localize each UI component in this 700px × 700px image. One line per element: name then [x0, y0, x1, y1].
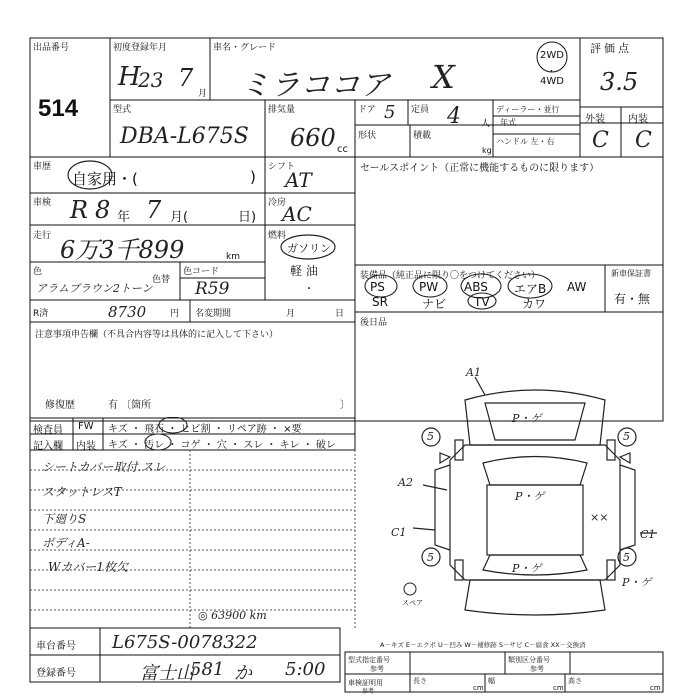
remark-5: Wカバー1枚欠 [48, 560, 128, 574]
plate-number: 581 [190, 659, 225, 680]
capacity-value: 4 [447, 104, 461, 129]
mileage-label: 走行 [33, 231, 52, 241]
odometer-note: ◎ 63900 km [198, 609, 267, 622]
reg-month: 7 [178, 64, 194, 92]
equip-aw: AW [567, 280, 587, 294]
int-scratch: キズ [108, 440, 128, 451]
mark-5-rl: 5 [427, 551, 434, 564]
notes-label: 注意事項申告欄（不具合内容等は具体的に記入して下さい） [35, 330, 279, 340]
load-unit: kg [482, 146, 492, 155]
equip-airbag: エアB [514, 282, 547, 296]
history-close: ) [250, 168, 256, 186]
check-row2: キズ ・ 汚レ ・ コゲ ・ 穴 ・ スレ ・ キレ ・ 破レ [108, 440, 336, 451]
inspection-month: 7 [146, 196, 162, 224]
warranty-value: 有・無 [614, 292, 651, 306]
check-crack: ヒビ割 [180, 424, 211, 435]
mileage-value: 6万3千899 [60, 236, 185, 264]
sales-point-label: セールスポイント（正常に機能するものに限ります） [360, 163, 600, 174]
reg-year: 23 [138, 68, 164, 92]
capacity-label: 定員 [411, 105, 430, 115]
mark-roof: P・ゲ [515, 490, 545, 503]
dealer-type: ディーラー・並行 [496, 105, 560, 114]
name-change-day: 日 [335, 309, 345, 319]
name-change-label: 名変期間 [195, 309, 232, 319]
plate-region: 富士山 [140, 663, 194, 684]
fw-code: FW [78, 421, 94, 432]
width-unit: cm [553, 684, 564, 692]
model-year-label: 年式 [500, 118, 516, 127]
chassis-number: L675S-0078322 [112, 632, 258, 653]
mark-5-fl: 5 [427, 430, 434, 443]
history-value: 自家用・( [72, 170, 138, 188]
cert-use-label: 車検証明用 [348, 679, 383, 687]
width-label: 幅 [488, 677, 495, 685]
int-tear: 破レ [315, 440, 336, 451]
history-label: 車歴 [33, 162, 52, 172]
mark-hood: P・ゲ [512, 412, 542, 425]
fuel-dot: ・ [304, 284, 314, 295]
cert-type-label: 型式指定番号 [348, 656, 390, 664]
fuel-diesel: 軽 油 [290, 264, 318, 278]
cert-type-ref: 参考 [370, 665, 384, 673]
ext-label: 外装 [585, 114, 605, 125]
displacement-value: 660 [290, 124, 336, 152]
length-label: 長さ [413, 677, 427, 685]
repair-close: 〕 [340, 400, 350, 411]
int-hole: 穴 [216, 440, 227, 451]
mark-5-rr: 5 [623, 551, 630, 564]
check-circles [140, 417, 200, 451]
color-code: R59 [195, 279, 230, 299]
legend: A－キズ E－エクボ U－凹み W－補修跡 S－サビ C－腐食 XX－交換済 [380, 641, 586, 649]
load-label: 積載 [413, 131, 432, 141]
mark-xx: ×× [590, 511, 609, 524]
remark-2: スタットレスT [42, 485, 122, 499]
recycle-label: R済 [33, 309, 49, 319]
drive-4wd: 4WD [540, 76, 564, 87]
equip-tv: TV [474, 295, 490, 309]
int-wear: スレ [243, 440, 264, 451]
check-repair: リペア跡 [226, 424, 267, 435]
equip-sr: SR [372, 295, 388, 309]
int-grade: C [635, 128, 652, 153]
fuel-gasoline: ガソリン [287, 242, 331, 255]
recycle-value: 8730 [108, 303, 147, 321]
check-row1: キズ ・ 飛石 ・ ヒビ割 ・ リペア跡 ・ ×要 [108, 424, 302, 435]
color-value: アラムブラウン2トーン [36, 282, 153, 295]
handle-label: ハンドル 左・右 [496, 137, 555, 146]
mark-rear-right: P・ゲ [622, 576, 652, 589]
model-label: 型式 [113, 105, 132, 115]
mark-a2: A2 [398, 476, 413, 489]
lot-number: 514 [38, 95, 79, 122]
mark-a1: A1 [466, 366, 481, 379]
chassis-label: 車台番号 [36, 641, 76, 652]
mark-rear: P・ゲ [512, 562, 542, 575]
remark-3: 下廻りS [42, 512, 87, 526]
car-name-label: 車名・グレード [213, 43, 277, 53]
plate-serial: 5:00 [285, 659, 326, 680]
inspection-month-unit: 月( [170, 210, 189, 225]
check-scratch: キズ [108, 424, 128, 435]
int-label: 内装 [628, 114, 648, 125]
height-label: 高さ [568, 677, 582, 685]
equip-abs: ABS [464, 280, 488, 294]
inspector-label: 検査員 [33, 425, 63, 436]
doors-label: ドア [358, 105, 376, 115]
height-unit: cm [650, 684, 661, 692]
plate-label: 登録番号 [36, 668, 76, 679]
car-name: ミラココア [240, 68, 390, 103]
score-value: 3.5 [600, 68, 639, 96]
class-label: 類別区分番号 [508, 656, 550, 664]
int-cut: キレ [279, 440, 300, 451]
repair-value: 有 〔箇所 [108, 400, 152, 411]
ac-label: 冷房 [268, 198, 287, 208]
first-reg-label: 初度登録年月 [113, 43, 168, 53]
spare-label: スペア [402, 599, 423, 607]
equip-leather: カワ [522, 297, 547, 311]
mark-c1-left: C1 [391, 526, 407, 539]
equipment-label: 装備品（純正品に限り〇をつけてください） [360, 271, 541, 281]
shift-value: AT [285, 168, 312, 192]
inspection-year: 8 [95, 196, 111, 224]
plate-kana: か [234, 663, 252, 684]
color-change-label: 色替 [152, 275, 171, 285]
shift-label: シフト [268, 162, 296, 172]
remark-1: シートカバー取付.スレ [42, 460, 166, 474]
drive-2wd: 2WD [540, 50, 564, 61]
equip-ps: PS [370, 280, 385, 294]
ext-grade: C [592, 128, 609, 153]
repair-label: 修復歴 [45, 400, 75, 411]
equip-pw: PW [419, 280, 439, 294]
reg-era: H [118, 62, 141, 92]
equipment-circles [355, 265, 605, 312]
inspection-label: 車検 [33, 198, 52, 208]
recycle-unit: 円 [170, 309, 180, 319]
reg-month-unit: 月 [198, 89, 208, 99]
name-change-month: 月 [286, 309, 296, 319]
drive-dot: ・ [547, 67, 557, 77]
warranty-label: 新車保証書 [611, 269, 651, 278]
int-dirt: 汚レ [144, 440, 165, 451]
inspection-year-unit: 年 [117, 210, 131, 225]
history-circle [66, 158, 116, 192]
car-grade: X [432, 58, 455, 96]
int-burn: コゲ [180, 440, 201, 451]
inspection-era: R [70, 196, 89, 224]
equip-navi: ナビ [422, 297, 447, 311]
entry-label: 記入欄 [33, 441, 63, 452]
shape-label: 形状 [358, 131, 377, 141]
mark-5-fr: 5 [623, 430, 630, 443]
mileage-unit: km [226, 252, 240, 262]
fuel-circle [279, 233, 337, 261]
doors-value: 5 [384, 102, 396, 123]
fuel-label: 燃料 [268, 231, 287, 241]
displacement-unit: cc [337, 144, 348, 155]
inspection-day-unit: 日) [238, 210, 257, 225]
score-label: 評価点 [590, 42, 632, 55]
check-chip: 飛石 [144, 424, 165, 435]
remark-4: ボディA- [42, 536, 90, 550]
color-code-label: 色コード [183, 267, 220, 277]
capacity-unit: 人 [481, 119, 491, 129]
length-unit: cm [473, 684, 484, 692]
color-label: 色 [33, 267, 43, 277]
ac-value: AC [282, 202, 312, 226]
lot-label: 出品番号 [33, 43, 70, 53]
mark-c1-right: C1 [640, 528, 656, 541]
displacement-label: 排気量 [268, 105, 296, 115]
check-needs: ×要 [283, 424, 302, 435]
later-items-label: 後日品 [360, 318, 388, 328]
cert-use-ref: 参考 [362, 688, 375, 695]
class-ref: 参考 [530, 665, 544, 673]
interior-code: 内装 [76, 441, 96, 452]
model-value: DBA-L675S [120, 124, 249, 149]
